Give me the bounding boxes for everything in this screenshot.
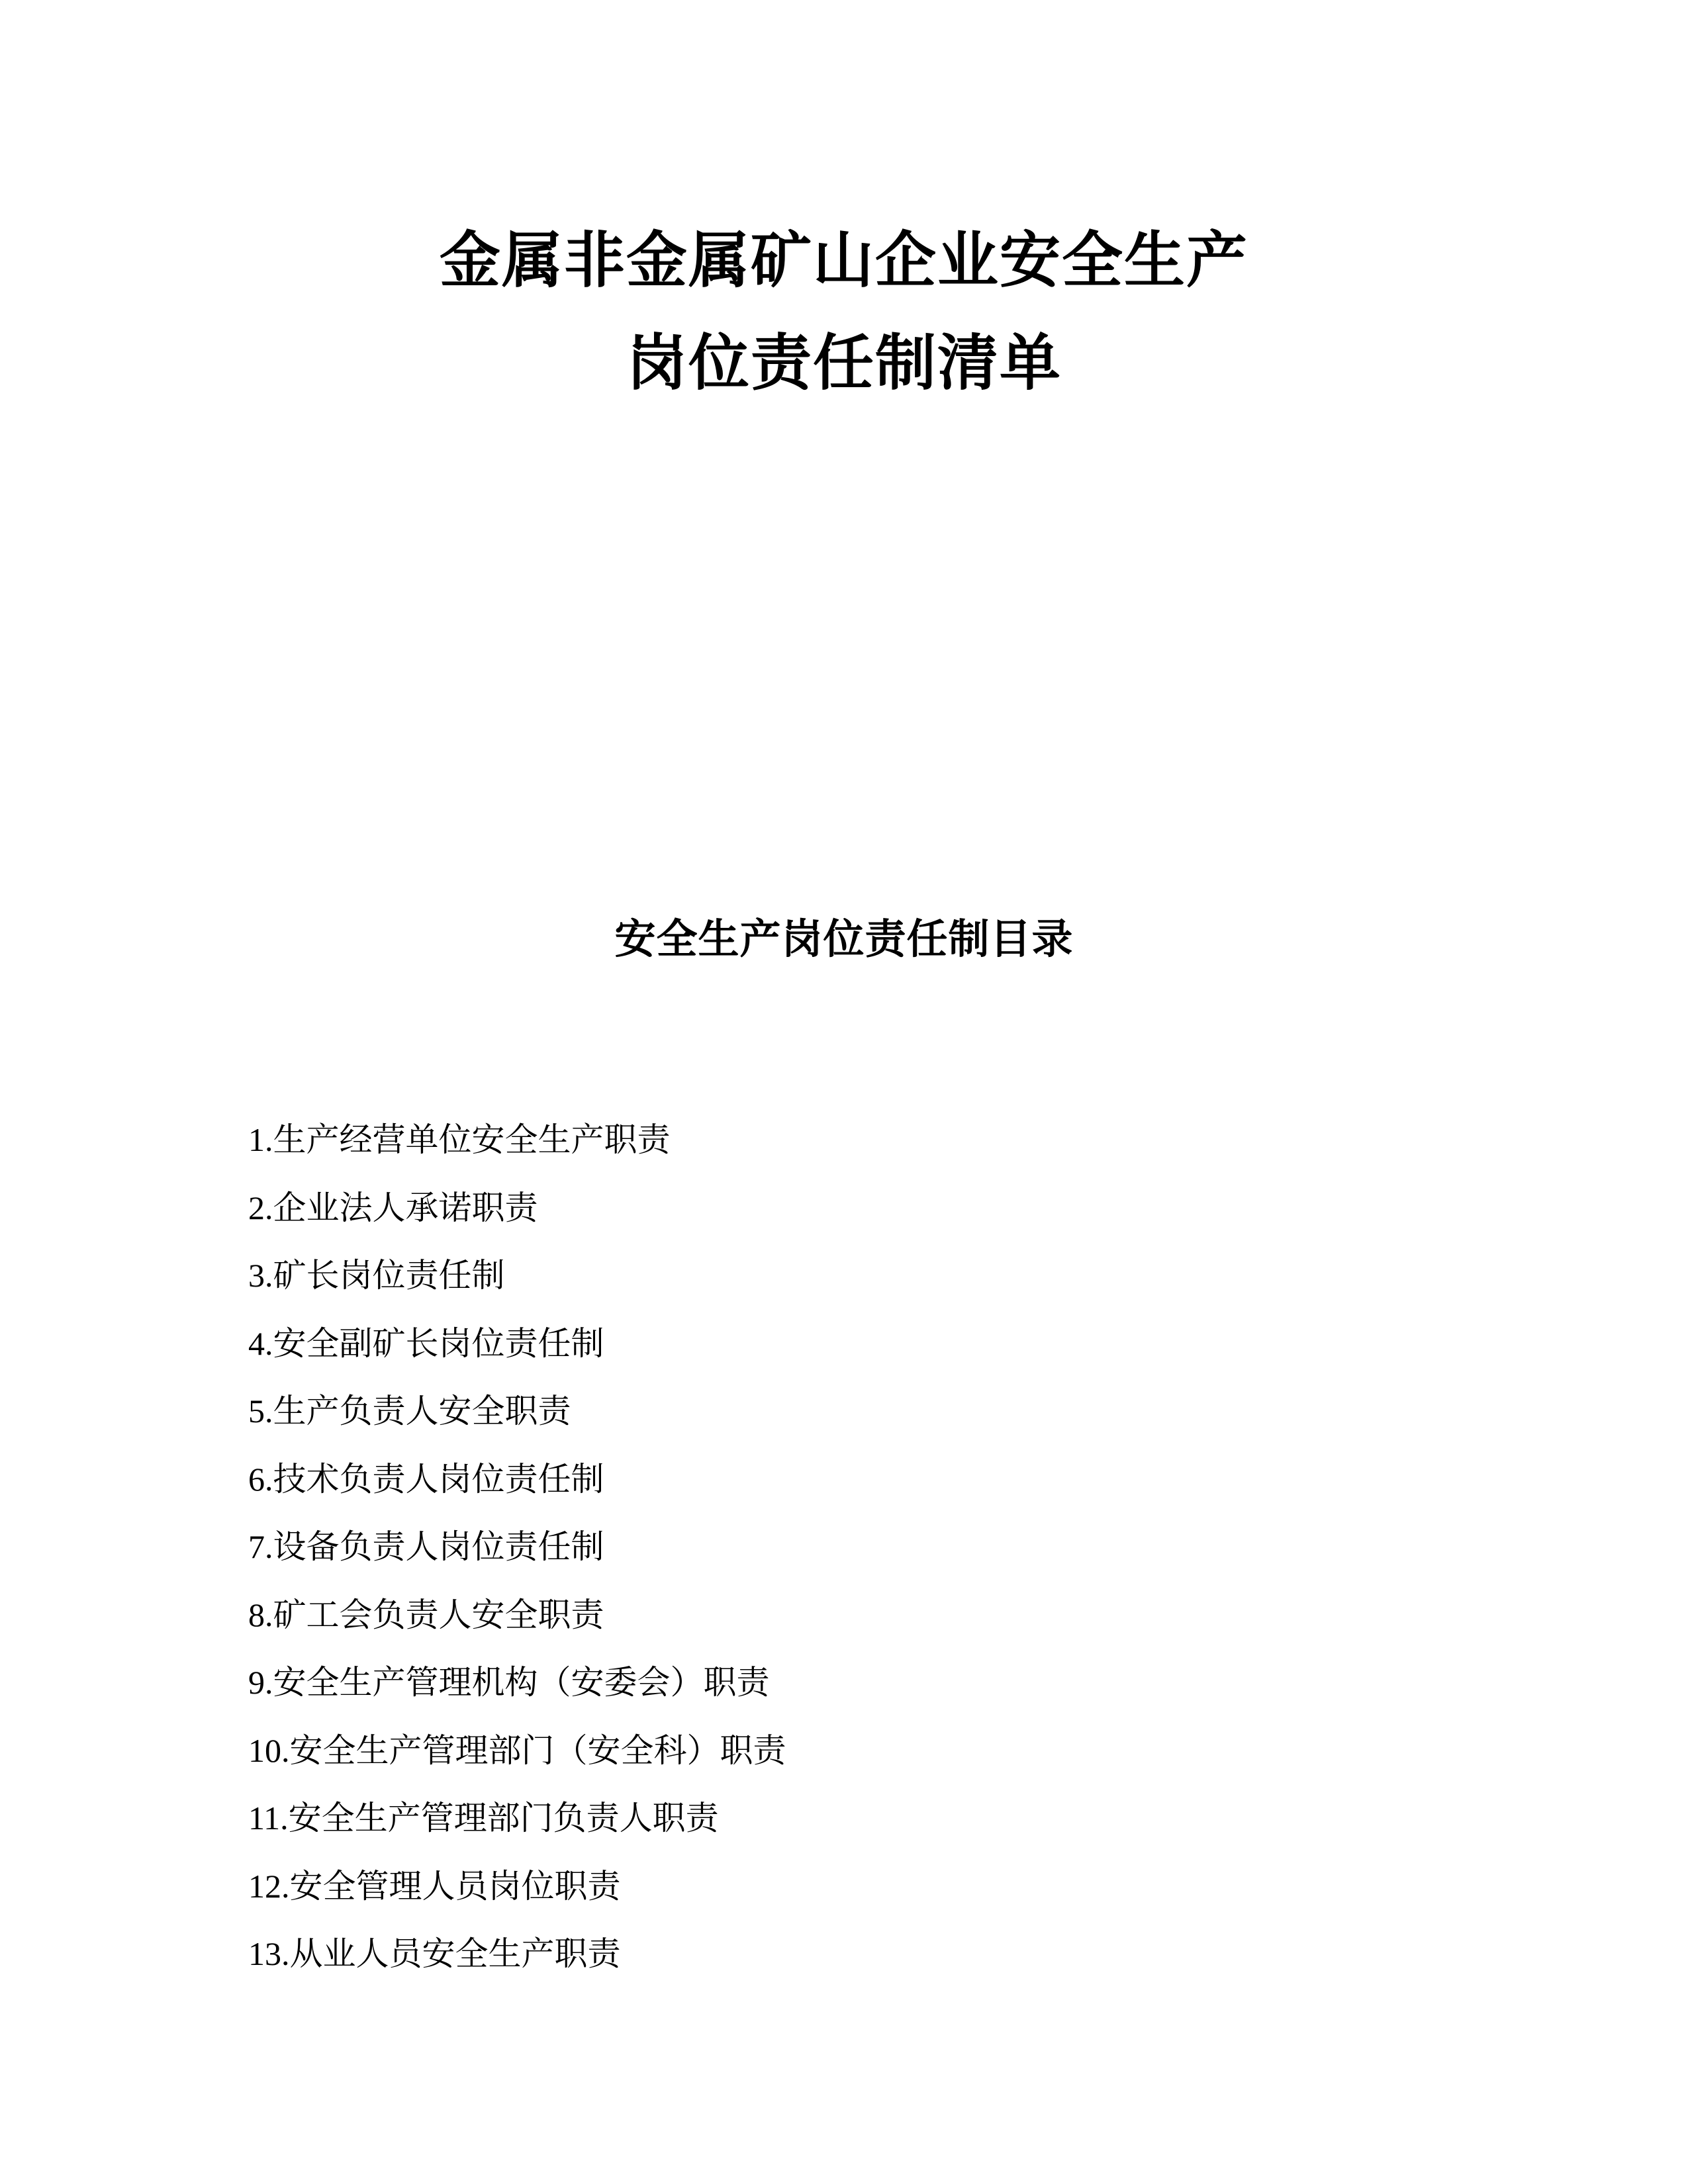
- toc-item: 7.设备负责人岗位责任制: [248, 1528, 604, 1565]
- toc-item: 5.生产负责人安全职责: [248, 1392, 571, 1430]
- toc-heading: 安全生产岗位责任制目录: [614, 917, 1074, 962]
- toc-item: 4.安全副矿长岗位责任制: [248, 1324, 604, 1362]
- toc-item: 8.矿工会负责人安全职责: [248, 1596, 604, 1633]
- toc-item: 12.安全管理人员岗位职责: [248, 1867, 621, 1905]
- toc-item: 11.安全生产管理部门负责人职责: [248, 1799, 719, 1837]
- toc-item: 13.从业人员安全生产职责: [248, 1935, 621, 1972]
- toc-item: 2.企业法人承诺职责: [248, 1189, 538, 1226]
- document-title-line2: 岗位责任制清单: [626, 330, 1062, 397]
- toc-list: [248, 1106, 786, 1988]
- toc-item: 10.安全生产管理部门（安全科）职责: [248, 1731, 786, 1769]
- toc-item: 6.技术负责人岗位责任制: [248, 1460, 604, 1498]
- toc-item: 3.矿长岗位责任制: [248, 1257, 505, 1294]
- toc-item: 9.安全生产管理机构（安委会）职责: [248, 1664, 770, 1701]
- document-title-line1: 金属非金属矿山企业安全生产: [439, 227, 1248, 295]
- document-title: [0, 210, 1688, 415]
- toc-item: 1.生产经营单位安全生产职责: [248, 1121, 671, 1158]
